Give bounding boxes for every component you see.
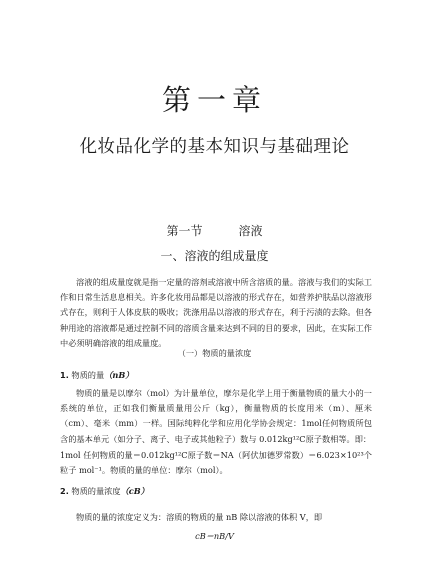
chapter-subtitle: 化妆品化学的基本知识与基础理论 [79, 137, 350, 157]
intro-text: 溶液的组成量度就是指一定量的溶剂或溶液中所含溶质的量。溶液与我们的实际工作和日常生活息息相关。许多化妆用品都是以溶液的形式存在，如营养护肤品以溶液形式存在，则利于人体皮肤的吸收；洗涤用品以溶液的形式存在，利于污渍的去除。但各种用途的溶液都是通过控制不同的溶质含量来达到不同的目的要求，因此，在实际工作中必须明确溶液的组成量度。 [60, 277, 372, 348]
item2-label: 物质的量浓度 [71, 486, 121, 496]
section-number: 第一节 [166, 224, 203, 238]
item1-heading [60, 370, 133, 381]
sub-heading: （一）物质的量浓度 [177, 348, 252, 358]
item2-heading [60, 486, 149, 497]
item1-formula: 1mol 任何物质的量＝0.012kg¹²C原子数＝NA（阿伏加德罗常数）＝6.023×10²³个粒子 mol⁻¹。物质的量的单位：摩尔（mol）。 [60, 450, 372, 476]
item2-text: 物质的量的浓度定义为：溶质的物质的量 nB 除以溶液的体积 V，即 [76, 512, 323, 522]
section-name: 溶液 [238, 224, 263, 238]
item2-symbol: （cB） [120, 486, 149, 496]
section-title [0, 222, 429, 239]
item1-text: 物质的量是以摩尔（mol）为计量单位，摩尔是化学上用于衡量物质的量大小的一系统的单位，正如我们衡量质量用公斤（kg），衡量物质的长度用米（m）、厘米（cm）、毫米（mm）一样。国际纯粹化学和应用化学协会规定：1mol任何物质所包含的基本单元（如分子、离子、电子或其他粒子）数与 0.012kg¹²C原子数相等。即： [60, 388, 372, 444]
item1-formula-paragraph [60, 448, 372, 478]
item1-number: 1. [60, 370, 69, 380]
item1-paragraph [60, 386, 372, 447]
item1-label: 物质的量 [71, 370, 105, 380]
subsection-title: 一、溶液的组成量度 [160, 249, 269, 263]
item1-symbol: （nB） [104, 370, 134, 380]
item2-paragraph [60, 510, 372, 525]
chapter-title: 第一章 [161, 83, 267, 117]
item2-number: 2. [60, 486, 69, 496]
concentration-formula: cB＝nB/V [195, 531, 234, 541]
intro-paragraph [60, 275, 372, 351]
